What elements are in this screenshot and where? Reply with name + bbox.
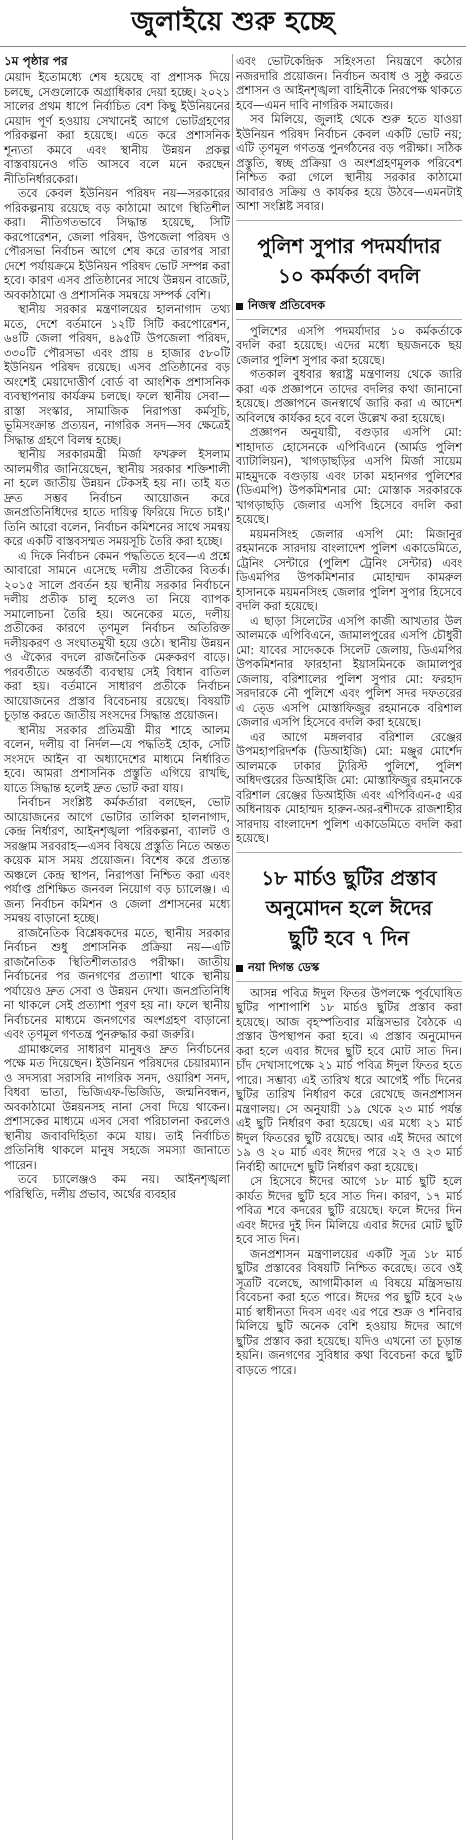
headline-line: ছুটি হবে ৭ দিন — [288, 925, 410, 950]
square-bullet-icon — [236, 965, 243, 972]
square-bullet-icon — [236, 303, 243, 310]
column-divider — [232, 54, 233, 1840]
article-paragraph: এবং ভোটকেন্দ্রিক সহিংসতা নিয়ন্ত্রণে কঠোর নজরদারি প্রয়োজন। নির্বাচন অবাধ ও সুষ্ঠু করতে প্রশাসন ও আইনশৃঙ্খলা বাহিনীকে নিরপেক্ষ থাকতে হবে—এমন দাবি নাগরিক সমাজের। — [236, 54, 462, 112]
article-paragraph: স্থানীয় সরকারমন্ত্রী মির্জা ফখরুল ইসলাম আলমগীর জানিয়েছেন, স্থানীয় সরকার শক্তিশালী না হলে জাতীয় উন্নয়ন টেকসই হয় না। তাই যত দ্রুত সম্ভব নির্বাচন আয়োজন করে জনপ্রতিনিধিদের হাতে দায়িত্ব ফিরিয়ে দিতে চাই।' তিনি আরো বলেন, নির্বাচন কমিশনের সাথে সমন্বয় করে একটি বাস্তবসম্মত সময়সূচি তৈরি করা হচ্ছে। — [4, 447, 230, 548]
article-paragraph: আসন্ন পবিত্র ঈদুল ফিতর উপলক্ষে পূর্বঘোষিত ছুটির পাশাপাশি ১৮ মার্চও ছুটির প্রস্তাব করা হয়েছে। আজ বৃহস্পতিবার মন্ত্রিসভার বৈঠকে এ প্রস্তাব উপস্থাপন করা হবে। এ প্রস্তাব অনুমোদন করা হলে এবার ঈদের ছুটি হবে মোট সাত দিন। চাঁদ দেখাসাপেক্ষে ২১ মার্চ পবিত্র ঈদুল ফিতর হতে পারে। সম্ভাব্য এই তারিখ ধরে আগেই পাঁচ দিনের ছুটির তারিখ নির্ধারণ করে রেখেছে জনপ্রশাসন মন্ত্রণালয়। সে অনুযায়ী ১৯ থেকে ২৩ মার্চ পর্যন্ত এই ছুটি নির্ধারণ করা হয়েছে। এর মধ্যে ২১ মার্চ ঈদুল ফিতরের ছুটি রয়েছে। আর এই ঈদের আগে ১৯ ও ২০ মার্চ এবং ঈদের পরে ২২ ও ২৩ মার্চ নির্বাহী আদেশে ছুটি নির্ধারণ করা হয়েছে। — [236, 985, 462, 1174]
byline-text: নয়া দিগন্ত ডেস্ক — [248, 959, 320, 974]
section-divider — [236, 852, 462, 853]
headline-line: পুলিশ সুপার পদমর্যাদার — [257, 233, 441, 258]
headline-line: ১৮ মার্চও ছুটির প্রস্তাব — [261, 865, 437, 890]
jump-label: ১ম পৃষ্ঠার পর — [4, 54, 68, 68]
article-paragraph: এ ছাড়া সিলেটের এসপি কাজী আখতার উল আলমকে এপিবিএনে, জামালপুরের এসপি চৌধুরী মো: যাবের সাদেককে সিলেট জেলায়, ডিএমপির উপকমিশনার ফারহানা ইয়াসমিনকে জামালপুর জেলায়, বরিশালের পুলিশ সুপার মো: ফরহাদ সরদারকে নৌ পুলিশে এবং পুলিশ সদর দফতরের এ তে্ড এসপি মোস্তাফিজুর রহমানকে বরিশাল জেলার এসপি হিসেবে বদলি করা হয়েছে। — [236, 613, 462, 729]
article-paragraph: রাজনৈতিক বিশ্লেষকদের মতে, স্থানীয় সরকার নির্বাচন শুধু প্রশাসনিক প্রক্রিয়া নয়—এটি রাজনৈতিক স্থিতিশীলতারও পরীক্ষা। জাতীয় নির্বাচনের পর জনগণের প্রত্যাশা থাকে স্থানীয় পর্যায়েও দ্রুত সেবা ও উন্নয়ন দেখা। জনপ্রতিনিধি না থাকলে সেই প্রত্যাশা পূরণ হয় না। ফলে স্থানীয় নির্বাচনের মাধ্যমে জনগণের অংশগ্রহণ বাড়ানো এবং তৃণমূল গণতন্ত্র পুনরুদ্ধার করা জরুরি। — [4, 925, 230, 1041]
headline-line: অনুমোদন হলে ঈদের — [265, 895, 433, 920]
article-paragraph: সে হিসেবে ঈদের আগে ১৮ মার্চ ছুটি হলে কার্যত ঈদের ছুটি হবে সাত দিন। কারণ, ১৭ মার্চ পবিত্র শবে কদরের ছুটি রয়েছে। ফলে ঈদের দিন এবং ঈদের দুই দিন মিলিয়ে এবার ঈদের মোট ছুটি হবে সাত দিন। — [236, 1174, 462, 1246]
byline — [236, 959, 462, 982]
article-paragraph: গতকাল বুধবার স্বরাষ্ট্র মন্ত্রণালয় থেকে জারি করা এক প্রজ্ঞাপনে তাদের বদলির কথা জানানো হয়েছে। প্রজ্ঞাপনে জনস্বার্থে জারি করা এ আদেশ অবিলম্বে কার্যকর হবে বলে উল্লেখ করা হয়েছে। — [236, 367, 462, 425]
article-paragraph: স্থানীয় সরকার প্রতিমন্ত্রী মীর শাহে আলম বলেন, দলীয় বা নির্দল—যে পদ্ধতিই হোক, সেটি সংসদে আইন বা অধ্যাদেশের মাধ্যমে নির্ধারিত হবে। আমরা প্রশাসনিক প্রস্তুতি এগিয়ে রাখছি, যাতে সিদ্ধান্ত হলেই দ্রুত ভোট করা যায়। — [4, 722, 230, 795]
article-paragraph: প্রজ্ঞাপন অনুযায়ী, বগুড়ার এসপি মো: শাহাদাত হোসেনকে এপিবিএনে (আর্মড পুলিশ ব্যাটালিয়ন), খাগড়াছড়ির এসপি মির্জা সায়েম মাহমুদকে বগুড়ায় এবং ঢাকা মহানগর পুলিশের (ডিএমপি) উপকমিশনার মো: মোস্তাক সরকারকে খাগড়াছড়ি জেলার এসপি হিসেবে বদলি করা হয়েছে। — [236, 425, 462, 526]
article-paragraph: গ্রামাঞ্চলের সাধারণ মানুষও দ্রুত নির্বাচনের পক্ষে মত দিয়েছেন। ইউনিয়ন পরিষদের চেয়ারম্যান ও সদস্যরা সরাসরি নাগরিক সনদ, ওয়ারিশ সনদ, বিধবা ভাতা, ভিজিএফ-ভিজিডি, জন্মনিবন্ধন, অবকাঠামো উন্নয়নসহ নানা সেবা দিয়ে থাকেন। প্রশাসকের মাধ্যমে এসব সেবা পরিচালনা করলেও স্থানীয় জবাবদিহিতা কমে যায়। তাই নির্বাচিত প্রতিনিধি থাকলে মানুষ সহজে সমস্যা জানাতে পারেন। — [4, 1041, 230, 1172]
article-paragraph: এর আগে মঙ্গলবার বরিশাল রেঞ্জের উপমহাপরিদর্শক (ডিআইজি) মো: মঞ্জুর মোর্শেদ আলমকে ঢাকার ট্যুরিস্ট পুলিশে, পুলিশ অধিদপ্তরের ডিআইজি মো: মোস্তাফিজুর রহমানকে বরিশাল রেঞ্জের ডিআইজি এবং এপিবিএন-৫ এর অধিনায়ক মোহাম্মদ হারুন-অর-রশীদকে রাজশাহীর সারদায় বাংলাদেশ পুলিশ একাডেমিতে বদলি করা হয়েছে। — [236, 729, 462, 845]
section-divider — [236, 220, 462, 221]
right-column — [236, 54, 462, 1377]
article-paragraph: মেয়াদ ইতোমধ্যে শেষ হয়েছে বা প্রশাসক দিয়ে চলছে, সেগুলোকে অগ্রাধিকার দেয়া হচ্ছে। ২০২১ সালের প্রথম ধাপে নির্বাচিত বেশ কিছু ইউনিয়নের মেয়াদ পূর্ণ হওয়ায় সেখানেই আগে ভোটগ্রহণের পরিকল্পনা করা হয়েছে। এতে করে প্রশাসনিক শূন্যতা কমবে এবং স্থানীয় উন্নয়ন প্রকল্প বাস্তবায়নেও গতি আসবে বলে মনে করছেন নীতিনির্ধারকেরা। — [4, 70, 230, 186]
article-paragraph: নির্বাচন সংশ্লিষ্ট কর্মকর্তারা বলছেন, ভোট আয়োজনের আগে ভোটার তালিকা হালনাগাদ, কেন্দ্র নির্ধারণ, আইনশৃঙ্খলা পরিকল্পনা, ব্যালট ও সরঞ্জাম সরবরাহ—এসব বিষয়ে প্রস্তুতি নিতে অন্তত কয়েক মাস সময় প্রয়োজন। বিশেষ করে প্রত্যন্ত অঞ্চলে কেন্দ্র স্থাপন, নিরাপত্তা নিশ্চিত করা এবং পর্যাপ্ত প্রশিক্ষিত জনবল নিয়োগ বড় চ্যালেঞ্জ। এ জন্য নির্বাচন কমিশন ও জেলা প্রশাসনের মধ্যে সমন্বয় বাড়ানো হচ্ছে। — [4, 795, 230, 925]
article-paragraph: তবে চ্যালেঞ্জও কম নয়। আইনশৃঙ্খলা পরিস্থিতি, দলীয় প্রভাব, অর্থের ব্যবহার — [4, 1172, 230, 1201]
article-paragraph: সব মিলিয়ে, জুলাই থেকে শুরু হতে যাওয়া ইউনিয়ন পরিষদ নির্বাচন কেবল একটি ভোট নয়; এটি তৃণমূল গণতন্ত্র পুনর্গঠনের বড় পরীক্ষা। সঠিক প্রস্তুতি, স্বচ্ছ প্রক্রিয়া ও অংশগ্রহণমূলক পরিবেশ নিশ্চিত করা গেলে স্থানীয় সরকার কাঠামো আবারও সক্রিয় ও কার্যকর হয়ে উঠবে—এমনটাই আশা সংশ্লিষ্ট সবার। — [236, 112, 462, 213]
headline-line: ১০ কর্মকর্তা বদলি — [277, 263, 421, 288]
article-paragraph: ময়মনসিংহ জেলার এসপি মো: মিজানুর রহমানকে সারদায় বাংলাদেশ পুলিশ একাডেমিতে, ট্রেনিং সেন্টারে (পুলিশ ট্রেনিং সেন্টার) এবং ডিএমপির উপকমিশনার মোহাম্মদ কামরুল হাসানকে ময়মনসিংহ জেলার পুলিশ সুপার হিসেবে বদলি করা হয়েছে। — [236, 526, 462, 613]
byline-text: নিজস্ব প্রতিবেদক — [248, 297, 326, 312]
article-paragraph: তবে কেবল ইউনিয়ন পরিষদ নয়—সরকারের পরিকল্পনায় রয়েছে বড় কাঠামো আগে স্থিতিশীল করা। নীতিগতভাবে সিদ্ধান্ত হয়েছে, সিটি করপোরেশন, জেলা পরিষদ, উপজেলা পরিষদ ও পৌরসভা নির্বাচন আগে শেষ করে তারপর সারা দেশে পর্যায়ক্রমে ইউনিয়ন পরিষদ ভোট সম্পন্ন করা হবে। কারণ এসব প্রতিষ্ঠানের সাথে উন্নয়ন বাজেট, অবকাঠামো ও প্রশাসনিক সমন্বয়ে সম্পর্ক বেশি। — [4, 186, 230, 302]
left-column — [4, 54, 230, 1201]
byline — [236, 297, 462, 320]
article-paragraph: জনপ্রশাসন মন্ত্রণালয়ের একটি সূত্র ১৮ মার্চ ছুটির প্রস্তাবের বিষয়টি নিশ্চিত করেছে। তবে ওই সূত্রটি বলেছে, আগামীকাল এ বিষয়ে মন্ত্রিসভায় বিবেচনা করা হতে পারে। ঈদের পর ছুটি হবে ২৬ মার্চ স্বাধীনতা দিবস এবং এর পরে শুক্র ও শনিবার মিলিয়ে ছুটি অনেক বেশি হওয়ায় ঈদের আগে ছুটির প্রস্তাব করা হয়েছে। যদিও এখনো তা চূড়ান্ত হয়নি। জনগণের সুবিধার কথা বিবেচনা করে ছুটি বাড়তে পারে। — [236, 1246, 462, 1377]
page-headline: জুলাইয়ে শুরু হচ্ছে — [0, 0, 466, 47]
story-headline-police-transfer — [236, 231, 462, 291]
article-paragraph: এ দিকে নির্বাচন কেমন পদ্ধতিতে হবে—এ প্রশ্নে আবারো সামনে এসেছে দলীয় প্রতীকের বিতর্ক। ২০১৫ সালে প্রবর্তন হয় স্থানীয় সরকার নির্বাচনে দলীয় প্রতীক চালু হলেও তা নিয়ে ব্যাপক সমালোচনা তৈরি হয়। অনেকের মতে, দলীয় প্রতীকের কারণে তৃণমূল নির্বাচন অতিরিক্ত দলীয়করণ ও সংঘাতমুখী হয়ে ওঠে। স্থানীয় উন্নয়ন ও ঐক্যের বদলে রাজনৈতিক মেরুকরণ বাড়ে। পরবর্তীতে অন্তর্বর্তী ব্যবস্থায় সেই বিধান বাতিল করা হয়। বর্তমানে সাধারণ প্রতীকে নির্বাচন আয়োজনের প্রস্তাব বিবেচনায় রয়েছে। বিষয়টি চূড়ান্ত করতে জাতীয় সংসদের সিদ্ধান্ত প্রয়োজন। — [4, 548, 230, 722]
article-paragraph: পুলিশের এসপি পদমর্যাদার ১০ কর্মকর্তাকে বদলি করা হয়েছে। এদের মধ্যে ছয়জনকে ছয় জেলার পুলিশ সুপার করা হয়েছে। — [236, 323, 462, 367]
article-paragraph: স্থানীয় সরকার মন্ত্রণালয়ের হালনাগাদ তথ্য মতে, দেশে বর্তমানে ১২টি সিটি করপোরেশন, ৬৪টি জেলা পরিষদ, ৪৯৫টি উপজেলা পরিষদ, ৩৩০টি পৌরসভা এবং প্রায় ৪ হাজার ৫৮০টি ইউনিয়ন পরিষদ রয়েছে। এসব প্রতিষ্ঠানের বড় অংশেই মেয়াদোত্তীর্ণ বোর্ড বা আংশিক প্রশাসনিক ব্যবস্থাপনায় কার্যক্রম চলছে। ফলে স্থানীয় সেবা—রাস্তা সংস্কার, সামাজিক নিরাপত্তা কর্মসূচি, ভূমিসংক্রান্ত প্রত্যয়ন, নাগরিক সনদ—সব ক্ষেত্রেই সিদ্ধান্ত গ্রহণে বিলম্ব হচ্ছে। — [4, 302, 230, 447]
story-headline-eid-holiday — [236, 863, 462, 953]
